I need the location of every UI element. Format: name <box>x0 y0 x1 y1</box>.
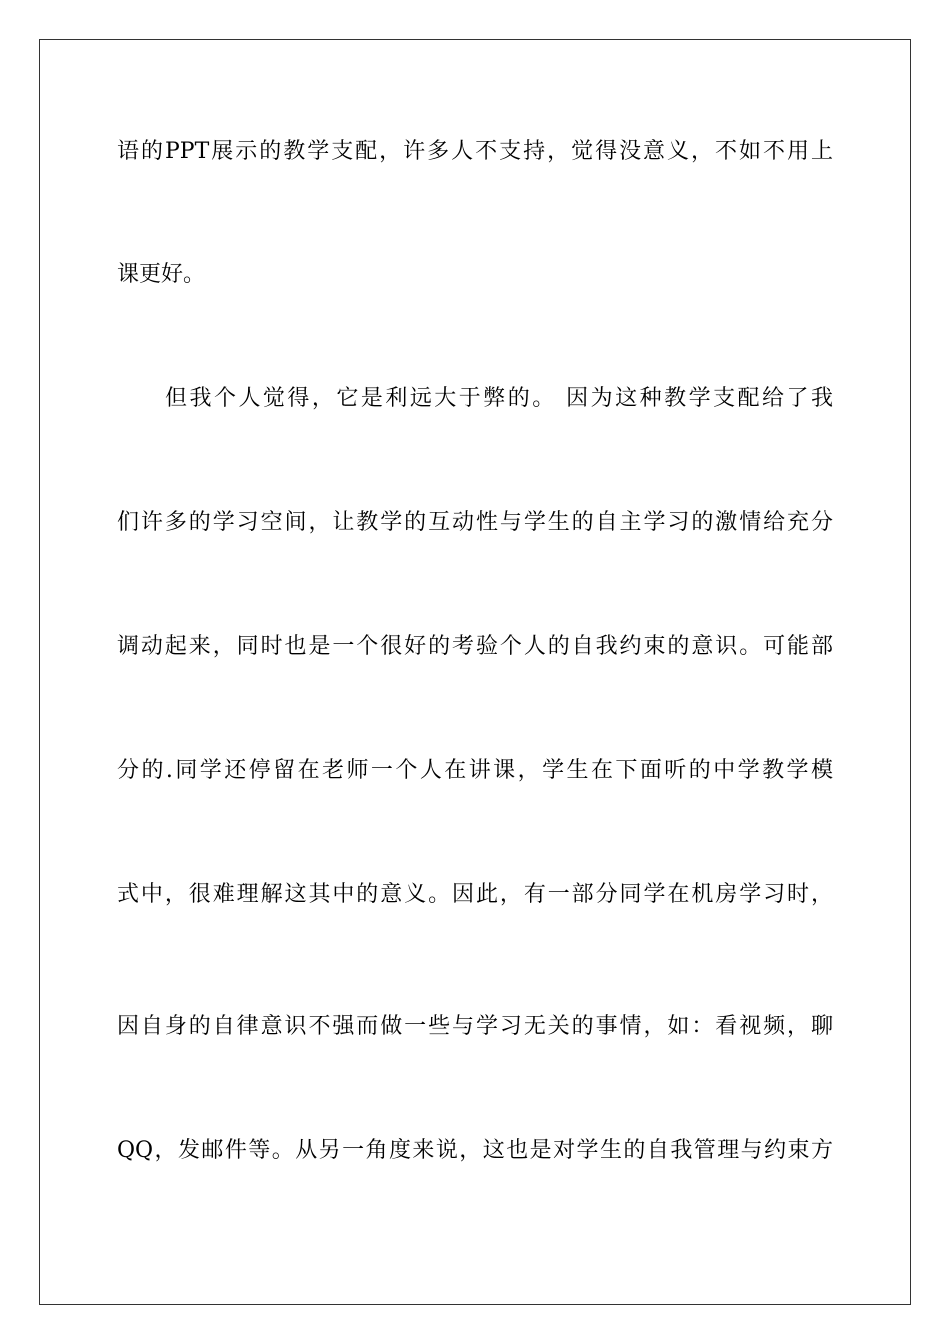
text-line-6: 分的.同学还停留在老师一个人在讲课，学生在下面听的中学教学模 <box>117 758 833 783</box>
text-line-5: 调动起来，同时也是一个很好的考验个人的自我约束的意识。可能部 <box>117 634 833 659</box>
text-line-2: 课更好。 <box>117 262 206 287</box>
text-line-4: 们许多的学习空间，让教学的互动性与学生的自主学习的激情给充分 <box>117 510 833 535</box>
text-line-9: QQ，发邮件等。从另一角度来说，这也是对学生的自我管理与约束方 <box>117 1138 833 1163</box>
text-line-3: 但我个人觉得，它是利远大于弊的。 因为这种教学支配给了我 <box>165 386 833 411</box>
text-line-8: 因自身的自律意识不强而做一些与学习无关的事情，如：看视频，聊 <box>117 1014 833 1039</box>
page-border <box>39 39 911 1305</box>
text-line-7: 式中，很难理解这其中的意义。因此，有一部分同学在机房学习时， <box>117 882 833 907</box>
text-line-1: 语的PPT展示的教学支配，许多人不支持，觉得没意义，不如不用上 <box>117 139 833 164</box>
